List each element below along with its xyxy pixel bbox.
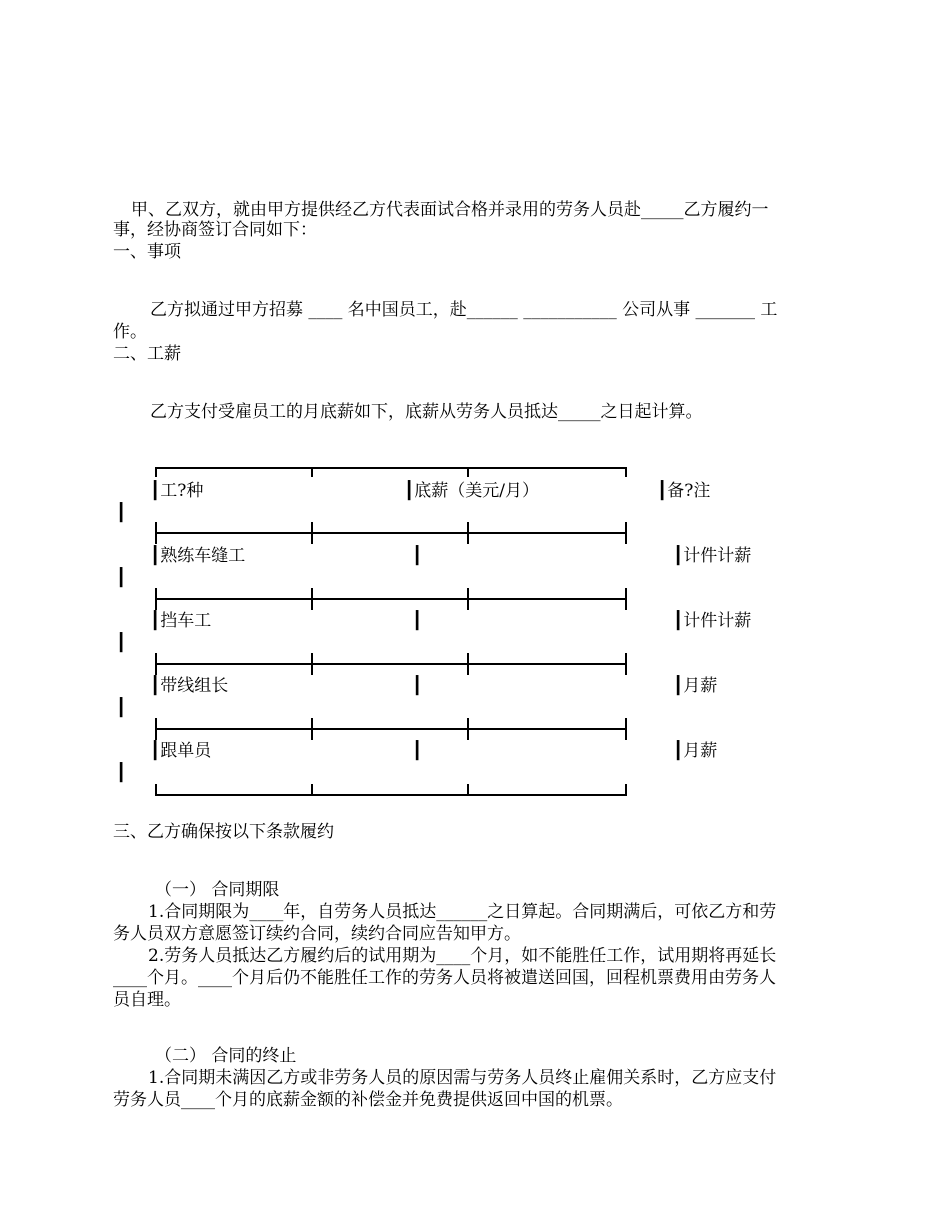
term-item-1-line-2: 务人员双方意愿签订续约合同，续约合同应告知甲方。	[113, 924, 521, 944]
row-remarks: ┃月薪	[673, 676, 718, 696]
termination-item-1-line-2: 劳务人员____个月的底薪金额的补偿金并免费提供返回中国的机票。	[113, 1090, 623, 1110]
row-salary: ┃	[412, 741, 423, 761]
section-heading-matters: 一、事项	[113, 242, 181, 262]
row-job-type: ┃跟单员	[150, 741, 212, 761]
row-left-bar: ┃	[116, 698, 127, 718]
row-salary: ┃	[412, 676, 423, 696]
term-item-1-line-1: 1.合同期限为____年，自劳务人员抵达______之日算起。合同期满后，可依乙方和劳	[148, 902, 777, 922]
intro-line-2: 事，经协商签订合同如下：	[113, 220, 317, 240]
term-item-2-line-2: ____个月。____个月后仍不能胜任工作的劳务人员将被遣送回国，回程机票费用由劳务人	[113, 968, 776, 988]
header-base-salary: ┃底薪（美元/月）	[404, 481, 539, 501]
term-item-2-line-3: 员自理。	[113, 990, 181, 1010]
section1-para-line-1: 乙方拟通过甲方招募 ____ 名中国员工，赴______ ___________ 公司从事 _______ 工	[150, 300, 778, 320]
row-job-type: ┃熟练车缝工	[150, 546, 246, 566]
subsection-title-termination: （二） 合同的终止	[155, 1046, 297, 1066]
row-job-type: ┃带线组长	[150, 676, 229, 696]
intro-line-1: 甲、乙双方，就由甲方提供经乙方代表面试合格并录用的劳务人员赴_____乙方履约一	[131, 200, 769, 220]
row-job-type: ┃挡车工	[150, 611, 212, 631]
section-heading-obligations: 三、乙方确保按以下条款履约	[113, 822, 334, 842]
row-remarks: ┃计件计薪	[673, 546, 752, 566]
header-left-bar: ┃	[116, 503, 127, 523]
term-item-2-line-1: 2.劳务人员抵达乙方履约后的试用期为____个月，如不能胜任工作，试用期将再延长	[148, 946, 777, 966]
section1-para-line-2: 作。	[113, 322, 147, 342]
row-left-bar: ┃	[116, 763, 127, 783]
termination-item-1-line-1: 1.合同期未满因乙方或非劳务人员的原因需与劳务人员终止雇佣关系时，乙方应支付	[148, 1068, 777, 1088]
row-left-bar: ┃	[116, 568, 127, 588]
row-remarks: ┃月薪	[673, 741, 718, 761]
section-heading-wages: 二、工薪	[113, 344, 181, 364]
header-remarks: ┃备?注	[657, 481, 711, 501]
row-left-bar: ┃	[116, 633, 127, 653]
subsection-title-term: （一） 合同期限	[155, 880, 280, 900]
row-remarks: ┃计件计薪	[673, 611, 752, 631]
header-job-type: ┃工?种	[150, 481, 204, 501]
row-salary: ┃	[412, 611, 423, 631]
section2-para: 乙方支付受雇员工的月底薪如下，底薪从劳务人员抵达_____之日起计算。	[150, 402, 703, 422]
row-salary: ┃	[412, 546, 423, 566]
